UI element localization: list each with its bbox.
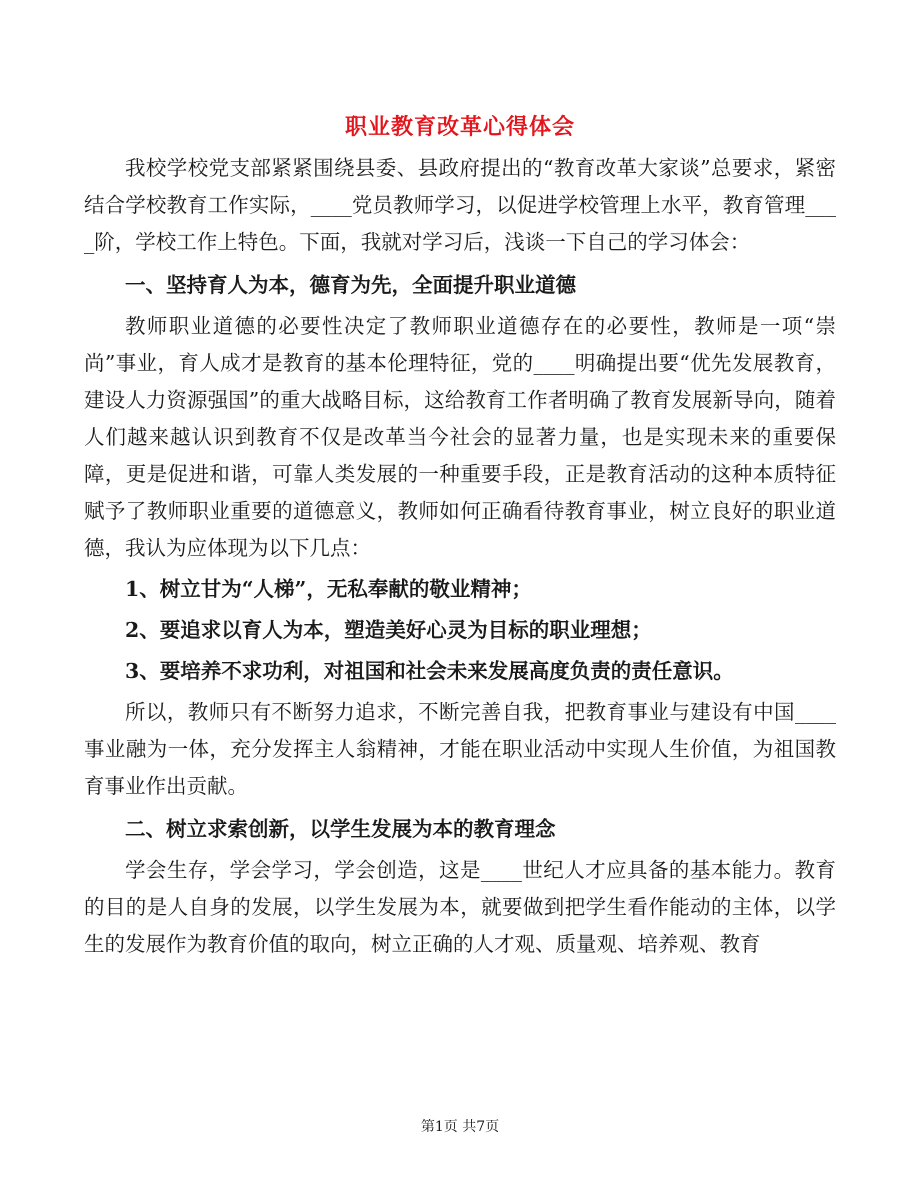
section-1-item-1: 1、树立甘为“人梯”，无私奉献的敬业精神； — [125, 577, 532, 601]
page-number: 第1页 共7页 — [420, 1119, 500, 1135]
section-1-item-3: 3、要培养不求功利，对祖国和社会未来发展高度负责的责任意识。 — [125, 659, 734, 683]
section-1-item-2: 2、要追求以育人为本，塑造美好心灵为目标的职业理想； — [125, 618, 652, 642]
section-1-conclusion: 所以，教师只有不断努力追求，不断完善自我，把教育事业与建设有中国____事业融为一体，充分发挥主人翁精神，才能在职业活动中实现人生价值，为祖国教育事业作出贡献。 — [84, 700, 836, 798]
section-1-paragraph: 教师职业道德的必要性决定了教师职业道德存在的必要性，教师是一项“崇尚”事业，育人成才是教育的基本伦理特征，党的____明确提出要“优先发展教育，建设人力资源强国”的重大战略目标，这给教育工作者明确了教育发展新导向，随着人们越来越认识到教育不仅是改革当今社会的显著力量，也是实现未来的重要保障，更是促进和谐，可靠人类发展的一种重要手段，正是教育活动的这种本质特征赋予了教师职业重要的道德意义，教师如何正确看待教育事业，树立良好的职业道德，我认为应体现为以下几点： — [84, 314, 836, 560]
section-2-heading: 二、树立求索创新，以学生发展为本的教育理念 — [125, 817, 556, 841]
document-body — [84, 150, 836, 963]
section-1-heading: 一、坚持育人为本，德育为先，全面提升职业道德 — [125, 273, 576, 297]
section-2-paragraph: 学会生存，学会学习，学会创造，这是____世纪人才应具备的基本能力。教育的目的是人自身的发展，以学生发展为本，就要做到把学生看作能动的主体，以学生的发展作为教育价值的取向，树立正确的人才观、质量观、培养观、教育 — [84, 858, 836, 956]
document-title: 职业教育改革心得体会 — [344, 114, 575, 140]
intro-paragraph: 我校学校党支部紧紧围绕县委、县政府提出的“教育改革大家谈”总要求，紧密结合学校教育工作实际，____党员教师学习，以促进学校管理上水平，教育管理____阶，学校工作上特色。下面，我就对学习后，浅谈一下自己的学习体会： — [84, 156, 836, 254]
